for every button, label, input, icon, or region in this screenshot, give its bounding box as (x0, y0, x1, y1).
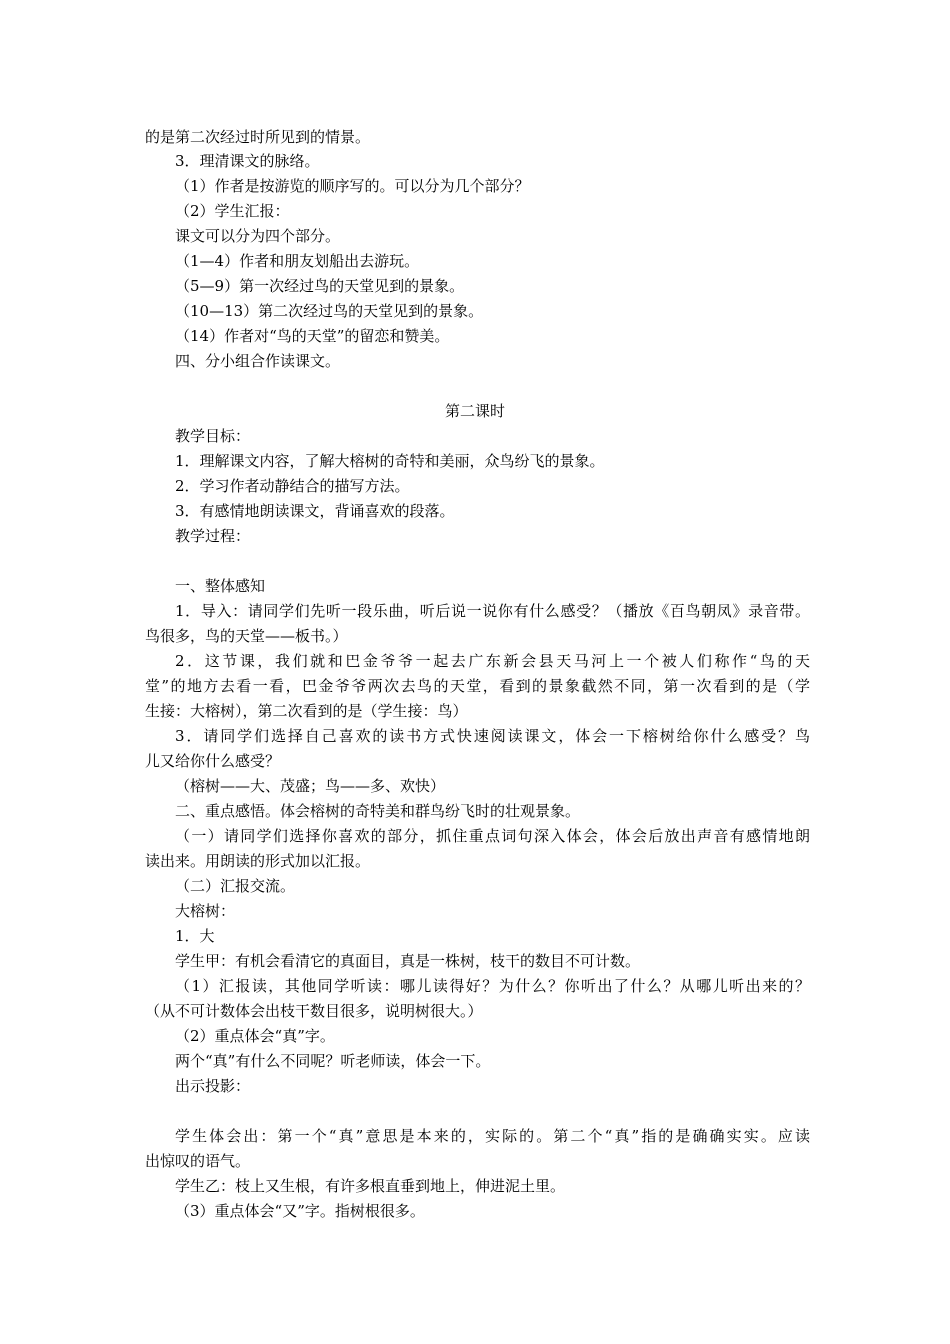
text-line: 大榕树： (175, 902, 236, 920)
text-line: 学生乙：枝上又生根，有许多根直垂到地上，伸进泥土里。 (175, 1177, 566, 1195)
text-line: 1．理解课文内容，了解大榕树的奇特和美丽，众鸟纷飞的景象。 (175, 452, 605, 470)
text-line: （榕树——大、茂盛；鸟——多、欢快） (175, 777, 446, 795)
text-line: 两个“真”有什么不同呢？听老师读，体会一下。 (175, 1052, 491, 1070)
text-line: （10—13）第二次经过鸟的天堂见到的景象。 (175, 302, 484, 320)
text-line: （1）作者是按游览的顺序写的。可以分为几个部分？ (175, 177, 530, 195)
text-line: 二、重点感悟。体会榕树的奇特美和群鸟纷飞时的壮观景象。 (175, 802, 581, 820)
text-line: （2）学生汇报： (175, 202, 290, 220)
text-line: 堂”的地方去看一看，巴金爷爷两次去鸟的天堂，看到的景象截然不同，第一次看到的是（学 (145, 677, 810, 695)
text-line: 一、整体感知 (175, 577, 266, 595)
text-line: 出惊叹的语气。 (145, 1152, 251, 1170)
text-line: 读出来。用朗读的形式加以汇报。 (145, 852, 371, 870)
text-line: 儿又给你什么感受？ (145, 752, 281, 770)
text-line: （一）请同学们选择你喜欢的部分，抓住重点词句深入体会，体会后放出声音有感情地朗 (175, 827, 810, 845)
text-line: 学生甲：有机会看清它的真面目，真是一株树，枝干的数目不可计数。 (175, 952, 641, 970)
text-line: 学生体会出：第一个“真”意思是本来的，实际的。第二个“真”指的是确确实实。应读 (175, 1127, 810, 1145)
text-line: （2）重点体会“真”字。 (175, 1027, 335, 1045)
text-line: （二）汇报交流。 (175, 877, 296, 895)
text-line: 生接：大榕树），第二次看到的是（学生接：鸟） (145, 702, 468, 720)
text-line: 教学过程： (175, 527, 251, 545)
text-line: 出示投影： (175, 1077, 251, 1095)
text-line: 四、分小组合作读课文。 (175, 352, 341, 370)
text-line: 3．请同学们选择自己喜欢的读书方式快速阅读课文，体会一下榕树给你什么感受？鸟 (175, 727, 810, 745)
text-line: （1）汇报读，其他同学听读：哪儿读得好？为什么？你听出了什么？从哪儿听出来的？ (175, 977, 810, 995)
text-line: （14）作者对“鸟的天堂”的留恋和赞美。 (175, 327, 450, 345)
text-line: 3．有感情地朗读课文，背诵喜欢的段落。 (175, 502, 455, 520)
text-line: 2．这节课，我们就和巴金爷爷一起去广东新会县天马河上一个被人们称作“鸟的天 (175, 652, 810, 670)
text-line: 鸟很多，鸟的天堂——板书。） (145, 627, 348, 645)
text-line: （1—4）作者和朋友划船出去游玩。 (175, 252, 420, 270)
text-line: （3）重点体会“又”字。指树根很多。 (175, 1202, 425, 1220)
text-line: 的是第二次经过时所见到的情景。 (145, 128, 371, 146)
text-line: 课文可以分为四个部分。 (175, 227, 341, 245)
text-line: （5—9）第一次经过鸟的天堂见到的景象。 (175, 277, 465, 295)
text-line: 1．大 (175, 927, 215, 945)
text-line: 1．导入：请同学们先听一段乐曲，听后说一说你有什么感受？（播放《百鸟朝凤》录音带。 (175, 602, 810, 620)
text-line: （从不可计数体会出枝干数目很多，说明树很大。） (145, 1002, 483, 1020)
section-title: 第二课时 (444, 402, 505, 420)
text-line: 3．理清课文的脉络。 (175, 152, 320, 170)
text-line: 教学目标： (175, 427, 251, 445)
text-line: 2．学习作者动静结合的描写方法。 (175, 477, 410, 495)
